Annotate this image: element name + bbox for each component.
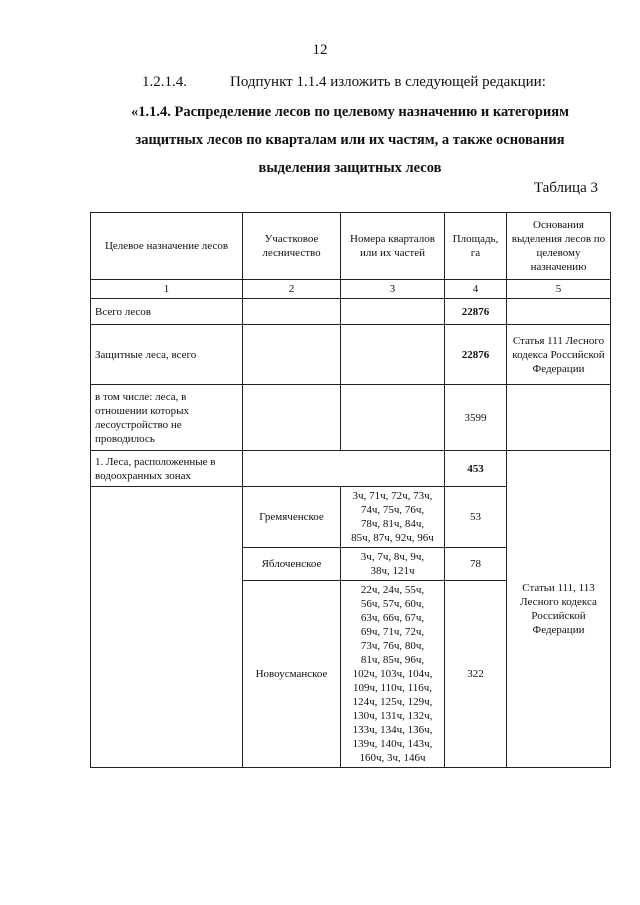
page-number: 12	[312, 42, 328, 58]
area-value: 78	[445, 548, 507, 581]
empty-cell	[243, 451, 445, 487]
forest-distribution-table	[90, 212, 611, 768]
heading-line-3: выделения защитных лесов	[258, 160, 442, 176]
empty-cell	[341, 299, 445, 325]
quarter-line: 3ч, 71ч, 72ч, 73ч,	[352, 490, 433, 502]
quarter-line: 130ч, 131ч, 132ч,	[352, 710, 433, 722]
empty-cell	[243, 299, 341, 325]
empty-cell	[341, 325, 445, 385]
empty-cell	[507, 299, 611, 325]
column-number: 4	[445, 280, 507, 299]
section-heading	[90, 98, 610, 182]
quarter-line: 3ч, 7ч, 8ч, 9ч,	[360, 551, 425, 563]
quarter-list	[341, 548, 445, 581]
quarter-line: 78ч, 81ч, 84ч,	[360, 518, 425, 530]
empty-cell	[507, 385, 611, 451]
quarter-line: 133ч, 134ч, 136ч,	[352, 724, 433, 736]
subpoint-number: 1.2.1.4.	[142, 74, 187, 90]
quarter-line: 124ч, 125ч, 129ч,	[352, 696, 433, 708]
quarter-line: 73ч, 76ч, 80ч,	[360, 640, 425, 652]
header-district: Участковое лесничество	[243, 213, 341, 280]
column-number: 5	[507, 280, 611, 299]
district-name: Новоусманское	[243, 581, 341, 768]
quarter-line: 69ч, 71ч, 72ч,	[360, 626, 425, 638]
table-row-no-survey	[91, 385, 611, 451]
quarter-line: 139ч, 140ч, 143ч,	[352, 738, 433, 750]
area-value: 3599	[445, 385, 507, 451]
quarter-line: 74ч, 75ч, 76ч,	[360, 504, 425, 516]
heading-line-1: «1.1.4. Распределение лесов по целевому назначению и категориям	[130, 104, 570, 120]
quarter-line: 38ч, 121ч	[370, 565, 415, 577]
row-label: Всего лесов	[91, 299, 243, 325]
table-label: Таблица 3	[533, 180, 598, 196]
area-value: 22876	[445, 299, 507, 325]
quarter-list	[341, 487, 445, 548]
area-value: 22876	[445, 325, 507, 385]
basis-value: Статья 111 Лесного кодекса Российской Федерации	[507, 325, 611, 385]
subpoint-line	[142, 74, 546, 91]
column-number-row	[91, 280, 611, 299]
header-basis: Основания выделения лесов по целевому назначению	[507, 213, 611, 280]
district-name: Яблоченское	[243, 548, 341, 581]
table-header-row	[91, 213, 611, 280]
quarter-line: 109ч, 110ч, 116ч,	[352, 682, 433, 694]
empty-cell	[341, 385, 445, 451]
column-number: 2	[243, 280, 341, 299]
header-quarters: Номера кварталов или их частей	[341, 213, 445, 280]
empty-cell	[91, 487, 243, 768]
header-purpose: Целевое назначение лесов	[91, 213, 243, 280]
quarter-line: 56ч, 57ч, 60ч,	[360, 598, 425, 610]
row-label: 1. Леса, расположенные в водоохранных зонах	[91, 451, 243, 487]
area-value: 322	[445, 581, 507, 768]
empty-cell	[243, 325, 341, 385]
quarter-line: 63ч, 66ч, 67ч,	[360, 612, 425, 624]
area-value: 453	[445, 451, 507, 487]
column-number: 1	[91, 280, 243, 299]
quarter-line: 160ч, 3ч, 146ч	[359, 752, 426, 764]
row-label: Защитные леса, всего	[91, 325, 243, 385]
row-label: в том числе: леса, в отношении которых лесоустройство не проводилось	[91, 385, 243, 451]
column-number: 3	[341, 280, 445, 299]
quarter-line: 22ч, 24ч, 55ч,	[360, 584, 425, 596]
area-value: 53	[445, 487, 507, 548]
quarter-line: 81ч, 85ч, 96ч,	[360, 654, 425, 666]
quarter-list	[341, 581, 445, 768]
district-name: Гремяченское	[243, 487, 341, 548]
quarter-line: 85ч, 87ч, 92ч, 96ч	[351, 532, 434, 544]
header-area: Площадь, га	[445, 213, 507, 280]
table-row-total-forests	[91, 299, 611, 325]
basis-value: Статьи 111, 113 Лесного кодекса Российской Федерации	[507, 451, 611, 768]
subpoint-text: Подпункт 1.1.4 изложить в следующей редакции:	[230, 74, 546, 90]
table-row-water-protection	[91, 451, 611, 487]
empty-cell	[243, 385, 341, 451]
heading-line-2: защитных лесов по кварталам или их частям, а также основания	[135, 132, 565, 148]
table-row-protective-total	[91, 325, 611, 385]
quarter-line: 102ч, 103ч, 104ч,	[352, 668, 433, 680]
